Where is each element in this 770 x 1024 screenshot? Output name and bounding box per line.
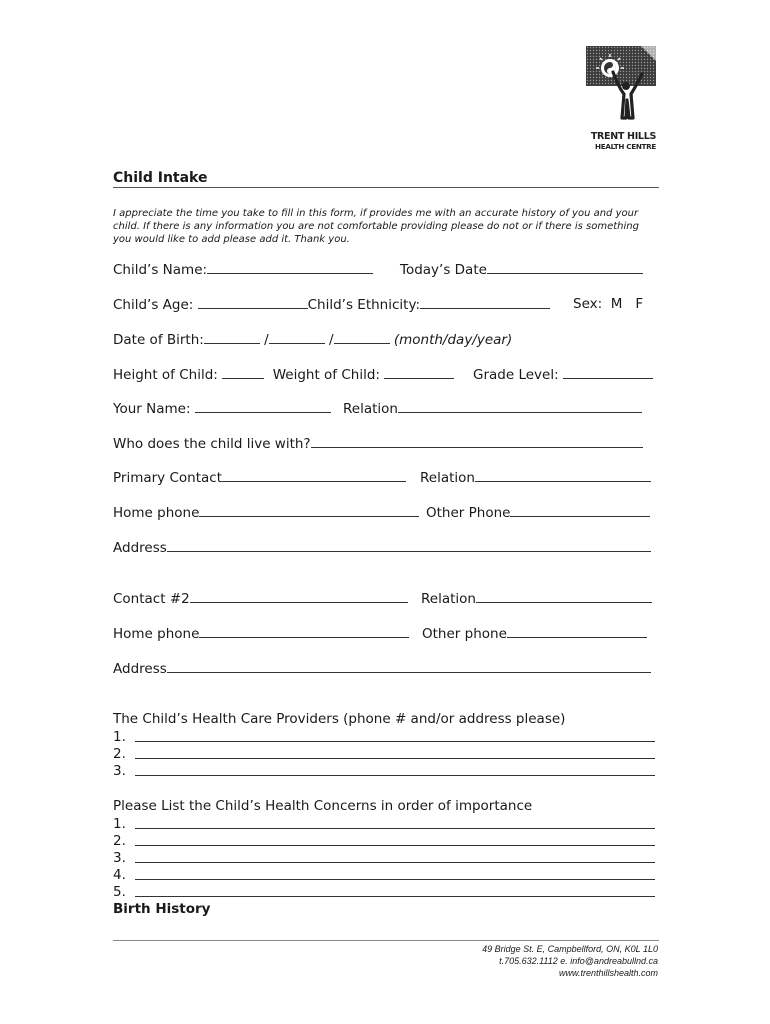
relation-label: Relation	[343, 401, 398, 417]
concern-number: 2.	[113, 833, 126, 849]
footer	[482, 943, 658, 979]
primary-relation-field[interactable]	[475, 469, 651, 482]
home-phone-label: Home phone	[113, 626, 200, 642]
concerns-heading: Please List the Child’s Health Concerns in order of importance	[113, 798, 533, 814]
date-of-birth-label: Date of Birth:	[113, 332, 204, 348]
concern-line[interactable]	[113, 884, 126, 900]
logo	[584, 46, 656, 154]
dob-slash: /	[264, 332, 269, 348]
concern-number: 4.	[113, 867, 126, 883]
logo-line2: HEALTH CENTRE	[595, 142, 656, 151]
provider-line[interactable]	[113, 763, 126, 779]
todays-date-label: Today’s Date	[400, 262, 487, 278]
childs-ethnicity-field[interactable]	[420, 296, 550, 309]
contact2-relation-field[interactable]	[476, 590, 652, 603]
childs-ethnicity-label: Child’s Ethnicity:	[307, 297, 421, 313]
logo-wordmark	[584, 132, 656, 151]
contact2-field[interactable]	[190, 590, 408, 603]
concern-number: 5.	[113, 884, 126, 900]
contact2-other-phone-field[interactable]	[507, 625, 647, 638]
dob-slash: /	[328, 332, 334, 348]
intro-line: you would like to add please add it. Thank you.	[113, 234, 350, 245]
other-phone-label: Other Phone	[426, 505, 511, 521]
contact2-address-field[interactable]	[167, 660, 651, 673]
relation-label: Relation	[420, 470, 475, 486]
home-phone-label: Home phone	[113, 505, 200, 521]
provider-number: 1.	[113, 729, 126, 745]
lives-with-label: Who does the child live with?	[113, 436, 311, 452]
providers-heading: The Child’s Health Care Providers (phone # and/or address please)	[113, 711, 566, 727]
weight-field[interactable]	[384, 366, 454, 379]
provider-number: 3.	[113, 763, 126, 779]
address-label: Address	[113, 540, 167, 556]
primary-contact-label: Primary Contact	[113, 470, 222, 486]
logo-line1: TRENT HILLS	[590, 131, 656, 142]
concern-line[interactable]	[113, 850, 126, 866]
sex-m-option[interactable]: M	[610, 296, 623, 312]
concern-line[interactable]	[113, 867, 126, 883]
your-name-field[interactable]	[195, 400, 331, 413]
sex-label: Sex:	[573, 296, 603, 312]
intro-line: I appreciate the time you take to fill in this form, if provides me with an accurate history of you and your	[113, 208, 639, 219]
other-phone-field[interactable]	[510, 504, 650, 517]
grade-field[interactable]	[563, 366, 653, 379]
footer-contact: t.705.632.1112 e. info@andreabullnd.ca	[499, 956, 658, 966]
height-label: Height of Child:	[113, 367, 218, 383]
relation-field[interactable]	[398, 400, 642, 413]
footer-website[interactable]: www.trenthillshealth.com	[558, 968, 658, 978]
title-rule	[113, 187, 659, 188]
birth-history-heading: Birth History	[113, 901, 211, 917]
lives-with-field[interactable]	[311, 435, 643, 448]
primary-contact-field[interactable]	[222, 469, 406, 482]
provider-number: 2.	[113, 746, 126, 762]
your-name-label: Your Name:	[113, 401, 191, 417]
sex-f-option[interactable]: F	[635, 296, 644, 312]
trent-hills-logo-icon	[586, 46, 656, 134]
dob-format-hint: (month/day/year)	[393, 332, 513, 348]
contact2-home-phone-field[interactable]	[199, 625, 409, 638]
concern-line[interactable]	[113, 816, 126, 832]
address-label: Address	[113, 661, 167, 677]
page-title: Child Intake	[113, 170, 208, 186]
other-phone-label: Other phone	[422, 626, 507, 642]
childs-age-field[interactable]	[198, 296, 308, 309]
concern-number: 3.	[113, 850, 126, 866]
dob-year-field[interactable]	[334, 331, 390, 344]
provider-line[interactable]	[113, 746, 126, 762]
home-phone-field[interactable]	[199, 504, 419, 517]
footer-rule	[113, 940, 659, 941]
footer-address: 49 Bridge St. E, Campbellford, ON, K0L 1L0	[482, 944, 658, 954]
todays-date-field[interactable]	[487, 261, 643, 274]
provider-line[interactable]	[113, 729, 126, 745]
concern-line[interactable]	[113, 833, 126, 849]
childs-name-field[interactable]	[207, 261, 373, 274]
childs-name-label: Child’s Name:	[113, 262, 208, 278]
weight-label: Weight of Child:	[272, 367, 380, 383]
dob-month-field[interactable]	[204, 331, 260, 344]
contact2-label: Contact #2	[113, 591, 190, 607]
address-field[interactable]	[167, 539, 651, 552]
intro-text	[113, 207, 663, 246]
dob-day-field[interactable]	[269, 331, 325, 344]
height-field[interactable]	[222, 366, 264, 379]
relation-label: Relation	[421, 591, 476, 607]
childs-age-label: Child’s Age:	[113, 297, 194, 313]
concern-number: 1.	[113, 816, 126, 832]
intro-line: child. If there is any information you are not comfortable providing please do not or if there is something	[113, 221, 639, 232]
grade-label: Grade Level:	[473, 367, 559, 383]
